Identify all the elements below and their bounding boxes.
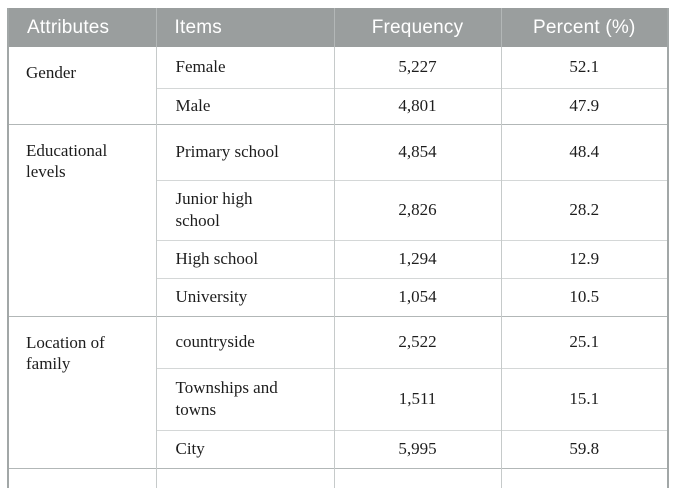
frequency-cell: 1,511 (334, 368, 501, 430)
percent-cell: 28.2 (501, 180, 668, 240)
attribute-cell (8, 468, 156, 488)
percent-cell: 48.4 (501, 124, 668, 180)
frequency-cell: 5,227 (334, 47, 501, 88)
item-cell (156, 430, 334, 468)
item-cell-text: Female (175, 57, 226, 77)
item-cell (156, 180, 334, 240)
frequency-cell: 4,801 (334, 88, 501, 124)
item-cell-text: Primary school (175, 142, 279, 162)
item-cell-text: Junior high school (175, 189, 253, 230)
frequency-cell (334, 468, 501, 488)
item-cell-text: countryside (175, 332, 255, 352)
col-header-attributes: Attributes (8, 8, 156, 47)
item-cell-text: University (175, 287, 248, 307)
col-header-items: Items (156, 8, 334, 47)
item-cell (156, 278, 334, 316)
table-row (8, 316, 668, 368)
attribute-cell: Location of family (8, 316, 156, 468)
frequency-cell: 1,054 (334, 278, 501, 316)
frequency-cell: 1,294 (334, 240, 501, 278)
table-body (8, 47, 668, 488)
item-cell-text: Male (175, 96, 211, 116)
frequency-cell: 2,522 (334, 316, 501, 368)
percent-cell: 25.1 (501, 316, 668, 368)
table-header (8, 8, 668, 47)
item-cell (156, 124, 334, 180)
demographics-table (7, 8, 669, 488)
frequency-cell: 4,854 (334, 124, 501, 180)
frequency-cell: 2,826 (334, 180, 501, 240)
item-cell-text: High school (175, 249, 259, 269)
table-row (8, 124, 668, 180)
percent-cell: 10.5 (501, 278, 668, 316)
item-cell (156, 368, 334, 430)
table-row (8, 47, 668, 88)
col-header-percent: Percent (%) (501, 8, 668, 47)
attribute-cell: Educational levels (8, 124, 156, 316)
frequency-cell: 5,995 (334, 430, 501, 468)
percent-cell (501, 468, 668, 488)
header-row (8, 8, 668, 47)
item-cell (156, 47, 334, 88)
item-cell (156, 316, 334, 368)
item-cell (156, 88, 334, 124)
percent-cell: 12.9 (501, 240, 668, 278)
percent-cell: 52.1 (501, 47, 668, 88)
item-cell (156, 240, 334, 278)
percent-cell: 47.9 (501, 88, 668, 124)
item-cell-text: City (175, 439, 205, 459)
percent-cell: 59.8 (501, 430, 668, 468)
attribute-cell: Gender (26, 63, 77, 82)
col-header-frequency: Frequency (334, 8, 501, 47)
item-cell (156, 468, 334, 488)
item-cell-text: Townships and towns (175, 378, 278, 419)
cutoff-row (8, 468, 668, 488)
percent-cell: 15.1 (501, 368, 668, 430)
